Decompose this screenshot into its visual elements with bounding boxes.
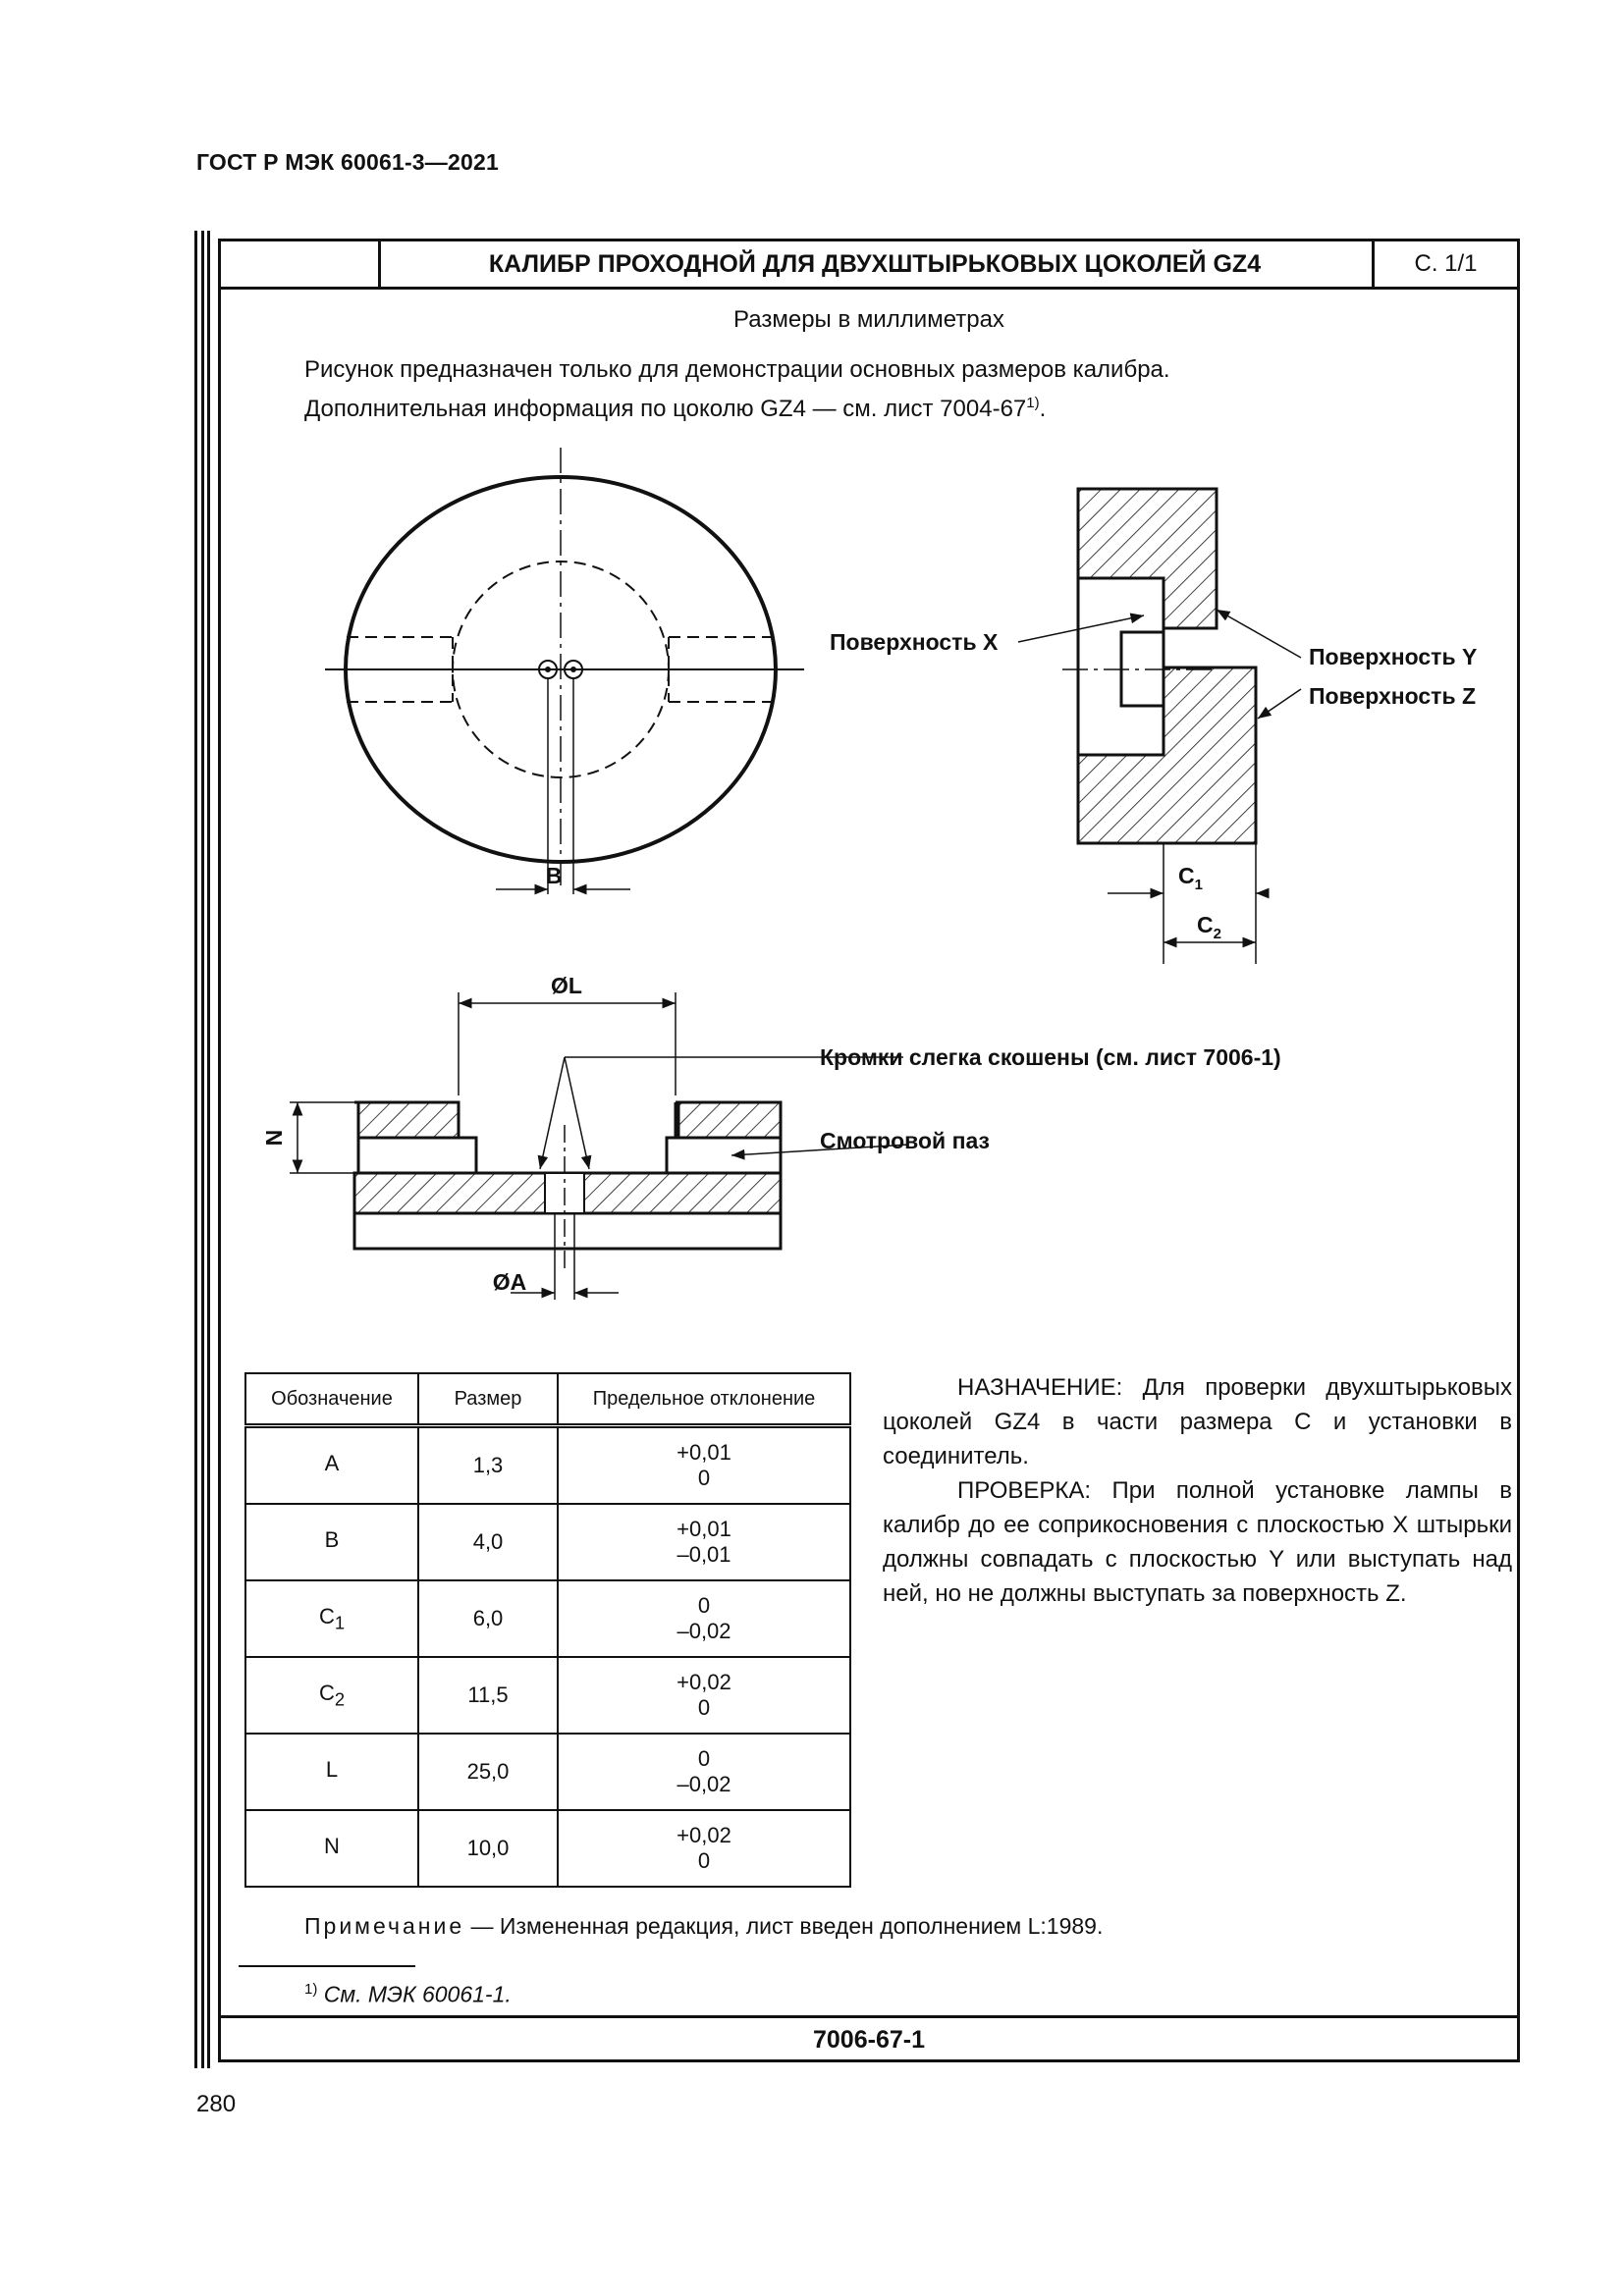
symbol-main: C [318,1680,335,1705]
cell-tolerance [558,1580,850,1657]
symbol-main: N [324,1833,340,1858]
table-header-row [245,1373,850,1426]
surface-y-label: Поверхность Y [1309,644,1478,669]
slot-left [358,1138,476,1173]
symbol-sub: 1 [334,1612,346,1633]
cell-symbol [245,1426,418,1505]
tolerance-upper: +0,01 [677,1517,731,1541]
tolerance-lower: –0,02 [677,1619,731,1643]
footnote-mark: 1) [304,1981,318,1998]
cross-section-view [290,992,908,1300]
symbol-sub: 2 [334,1688,346,1710]
table-row [245,1657,850,1734]
dimensions-table [244,1372,851,1888]
cell-size: 25,0 [418,1734,558,1810]
dim-a-label: ØA [492,1269,527,1295]
dim-c2-main: C [1197,912,1214,937]
section-view [1018,489,1301,964]
note [304,1913,1103,1940]
dim-l-label: ØL [551,973,582,998]
symbol-main: L [325,1756,339,1782]
chamfer-note: Кромки слегка скошены (см. лист 7006-1) [820,1044,1281,1070]
tolerance-upper: +0,02 [677,1670,731,1694]
table-row [245,1426,850,1505]
cell-symbol [245,1504,418,1580]
purpose-paragraph: НАЗНАЧЕНИЕ: Для проверки двухштырьковых цоколей GZ4 в части размера C и установки в соединитель. [883,1374,1512,1469]
sheet-title: КАЛИБР ПРОХОДНОЙ ДЛЯ ДВУХШТЫРЬКОВЫХ ЦОКОЛЕЙ GZ4 [378,241,1375,287]
col-header-tolerance: Предельное отклонение [558,1373,850,1426]
dim-c2-sub: 2 [1213,926,1221,942]
sheet-frame [218,239,1520,2062]
cell-tolerance [558,1426,850,1505]
table-row [245,1734,850,1810]
check-paragraph: ПРОВЕРКА: При полной установке лампы в калибр до ее соприкосновения с плоскостью X штырьки должны совпадать с плоскостью Y или выступать над ней, но не должны выступать за поверхность Z. [883,1477,1512,1607]
surface-z-label: Поверхность Z [1309,683,1477,709]
tolerance-upper: +0,01 [677,1440,731,1465]
sheet-code: 7006-67-1 [221,2015,1517,2062]
tolerance-lower: –0,02 [677,1772,731,1796]
intro-line-2-end: . [1039,396,1047,422]
sheet-page: С. 1/1 [1414,250,1478,277]
top-view [325,448,804,894]
cell-symbol [245,1657,418,1734]
tolerance-upper: +0,02 [677,1823,731,1847]
units-note: Размеры в миллиметрах [733,306,1004,333]
hatch-upper-left [354,1102,459,1138]
col-header-size: Размер [418,1373,558,1426]
cell-size: 11,5 [418,1657,558,1734]
dim-c1-label [1178,863,1203,893]
purpose-text [883,1370,1512,1611]
page-number: 280 [196,2091,237,2117]
tolerance-lower: 0 [697,1695,711,1720]
intro-line-2-text: Дополнительная информация по цоколю GZ4 — см. лист 7004-67 [304,396,1027,422]
surface-x-label: Поверхность X [830,629,999,655]
dim-b-label: B [545,863,563,888]
slot-right [667,1138,781,1173]
cell-tolerance [558,1504,850,1580]
cell-tolerance [558,1657,850,1734]
document-header: ГОСТ Р МЭК 60061-3—2021 [196,149,499,175]
footnote-ref: 1) [1026,395,1040,411]
margin-rule [194,231,197,2068]
dim-c1-sub: 1 [1194,877,1203,893]
cell-tolerance [558,1810,850,1887]
tolerance-upper: 0 [697,1746,711,1771]
cell-size: 10,0 [418,1810,558,1887]
tolerance-upper: 0 [697,1593,711,1618]
tolerance-lower: 0 [697,1848,711,1873]
table-row [245,1810,850,1887]
symbol-main: B [324,1526,340,1552]
cell-size: 6,0 [418,1580,558,1657]
cell-symbol [245,1580,418,1657]
cell-size: 1,3 [418,1426,558,1505]
footnote-rule [239,1965,415,1967]
symbol-main: C [318,1603,335,1629]
dim-n-label: N [261,1129,287,1147]
base-plate [354,1213,781,1249]
col-header-symbol: Обозначение [245,1373,418,1426]
cell-symbol [245,1734,418,1810]
table-row [245,1504,850,1580]
hatch-upper-right [676,1102,781,1138]
margin-rule [207,231,210,2068]
footnote [304,1981,512,2008]
margin-rule [201,231,204,2068]
cell-size: 4,0 [418,1504,558,1580]
intro-line-1: Рисунок предназначен только для демонстрации основных размеров калибра. [304,356,1170,383]
symbol-main: A [324,1450,340,1475]
tolerance-lower: –0,01 [677,1542,731,1567]
view-slot-label: Смотровой паз [820,1128,990,1153]
dim-c1-main: C [1178,863,1195,888]
cell-symbol [245,1810,418,1887]
tolerance-lower: 0 [697,1466,711,1490]
note-label: Примечание [304,1913,465,1939]
note-text: — Измененная редакция, лист введен дополнением L:1989. [464,1913,1104,1939]
gauge-drawing [221,241,1517,1370]
footnote-text: См. МЭК 60061-1. [317,1981,512,2007]
table-row [245,1580,850,1657]
cell-tolerance [558,1734,850,1810]
dim-c2-label [1197,912,1221,942]
